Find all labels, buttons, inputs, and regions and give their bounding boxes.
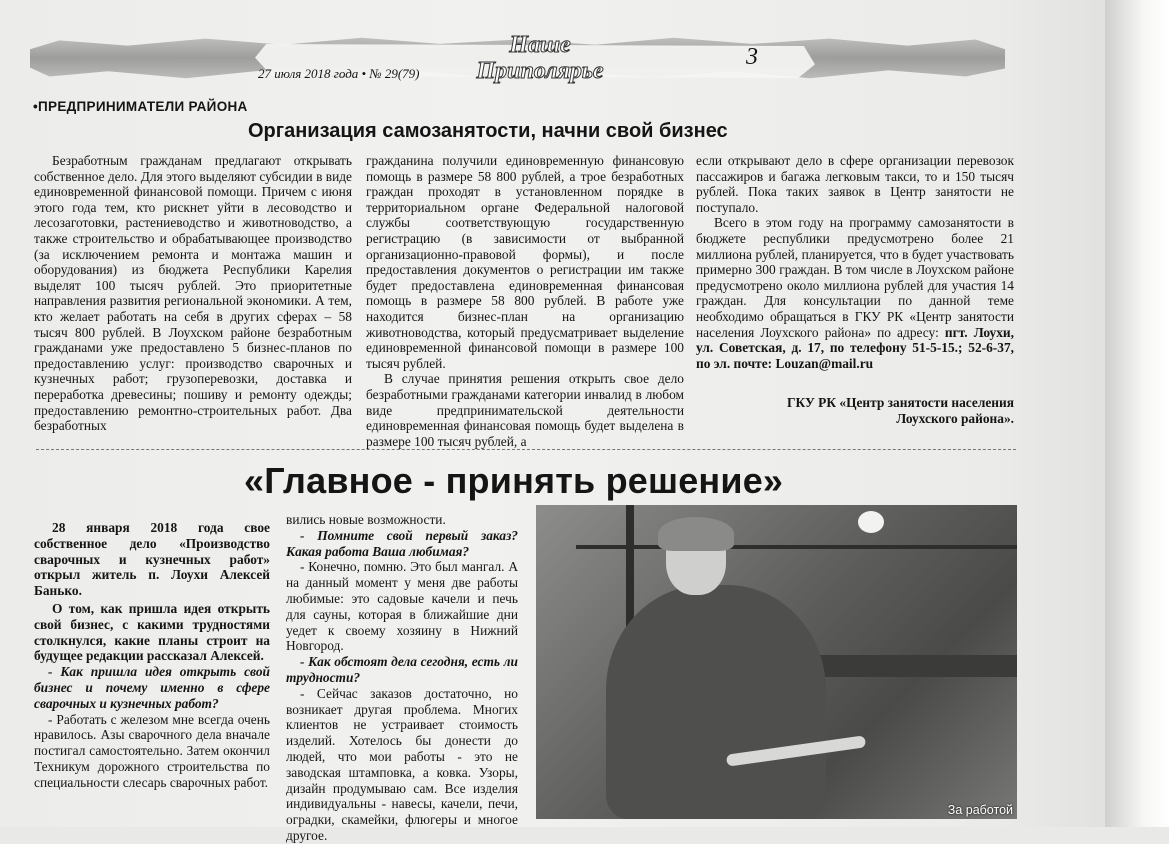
article1-column-1 — [34, 153, 352, 434]
photo-lamp — [858, 511, 884, 533]
article1-column-2 — [366, 153, 684, 449]
bleed-through-text — [850, 90, 1110, 150]
article1-col3-text: Всего в этом году на программу самозанятости в бюджете республики предусмотрено более 21 миллиона рублей, планируется, что в будет участвовать примерно 300 граждан. В том числе в Лоухском районе предусмотрено около миллиона рублей для участия 14 граждан. Для консультации по данной теме необходимо обращаться в ГКУ РК «Центр занятости населения Лоухского района» по адресу: — [696, 215, 1014, 340]
logo-line1: Наше — [509, 32, 571, 58]
section-label: •ПРЕДПРИНИМАТЕЛИ РАЙОНА — [33, 99, 248, 114]
article1-col2-paragraph-1: гражданина получили единовременную финансовую помощь в размере 58 800 рублей, а трое безработных граждан проходят в установленном порядке в территориальном органе Федеральной налоговой службы соответствующую государственную регистрацию (в зависимости от выбранной организационно-правовой формы), и после предоставления документов о регистрации им также будет предоставлена единовременная финансовая помощь в размере 58 800 рублей. В работе уже находится бизнес-план на организацию животноводства, который предусматривает выделение единовременной финансовой помощи в размере 100 тысяч рублей. — [366, 153, 684, 371]
article2-lead: 28 января 2018 года свое собственное дело «Производство сварочных и кузнечных работ» открыл житель п. Лоухи Алексей Банько. — [34, 520, 270, 599]
photo-worker-cap — [658, 517, 734, 551]
article2-question-2: - Помните свой первый заказ? Какая работа Ваша любимая? — [286, 527, 518, 559]
article1-col3-paragraph-1: если открывают дело в сфере организации перевозок пассажиров и багажа легковым такси, то и 150 тысяч рублей. Пока таких заявок в Центр занятости не поступало. — [696, 153, 1014, 215]
article1-col2-paragraph-2: В случае принятия решения открыть свое дело безработными гражданами категории инвалид в любом виде предпринимательской деятельности единовременная финансовая помощь будет выделена в размере 100 тысяч рублей, а — [366, 371, 684, 449]
article2-answer-1: - Работать с железом мне всегда очень нравилось. Азы сварочного дела вначале постигал самостоятельно. Затем окончил Техникум дорожного строительства по специальности слесарь сварочных работ. — [34, 711, 270, 790]
article1-column-3 — [696, 153, 1014, 371]
issue-date: 27 июля 2018 года • № 29(79) — [258, 66, 420, 81]
newspaper-logo — [440, 32, 640, 84]
article1-col1-paragraph: Безработным гражданам предлагают открывать собственное дело. Для этого выделяют субсидии в виде единовременной финансовой помощи. Причем с июня этого года тем, кто рискнет уйти в лесоводство и лесозаготовки, растениеводство и животноводство, а также строительство и обрабатывающее производство (за исключением ремонта и монтажа машин и оборудования) из бюджета Республики Карелия выделят 100 тысяч рублей. Это приоритетные направления развития региональной экономики. А тем, кто желает работать на себя в других сферах – 58 тысяч 800 рублей. В Лоухском районе безработным гражданами уже предоставлено 5 бизнес-планов по предоставлению услуг: производство сварочных и кузнечных работ; грузоперевозки, доставка и переработка древесины; пошиву и ремонту одежды; предоставлению ремонтно-строительных работ. Два безработных — [34, 153, 352, 434]
article2-col2-continuation: вились новые возможности. — [286, 512, 446, 527]
photo-caption: За работой — [947, 803, 1013, 817]
photo-worker-body — [606, 585, 826, 819]
article2-photo — [536, 505, 1017, 819]
article1-title: Организация самозанятости, начни свой бизнес — [248, 120, 728, 142]
article1-signature: ГКУ РК «Центр занятости населения Лоухского района». — [787, 395, 1014, 426]
article1-col3-paragraph-2 — [696, 215, 1014, 371]
article1-contact: пгт. Лоухи, ул. Советская, д. 17, по телефону 51-5-15.; 52-6-37, по эл. почте: Louzan@mail.ru — [696, 324, 1014, 371]
photo-beam — [576, 545, 1017, 549]
article2-answer-2: - Конечно, помню. Это был мангал. А на данный момент у меня две работы любимые: это садовые качели и печь для сауны, которая в ближайшие дни уедет к своему хозяину в Нижний Новгород. — [286, 559, 518, 654]
article2-column-1 — [34, 520, 270, 791]
article2-question-1: - Как пришла идея открыть свой бизнес и почему именно в сфере сварочных и кузнечных работ? — [34, 664, 270, 711]
masthead — [30, 22, 1005, 92]
page-spine — [1105, 0, 1169, 827]
photo-workbench — [806, 655, 1017, 677]
article2-title: «Главное - принять решение» — [244, 460, 784, 501]
article2-question-3: - Как обстоят дела сегодня, есть ли трудности? — [286, 654, 518, 685]
section-divider — [36, 449, 1016, 450]
article2-answer-3: - Сейчас заказов достаточно, но возникает другая проблема. Многих клиентов не устраивает стоимость изделий. Хотелось бы донести до людей, что мои работы - это не заводская штамповка, а ковка. Узоры, дизайн продумываю сам. Все изделия индивидуальны - навесы, качели, печи, оградки, скамейки, флюгеры и многое другое. — [286, 685, 518, 843]
logo-line2: Приполярье — [476, 58, 604, 84]
page-number: 3 — [746, 44, 758, 70]
article2-column-2 — [286, 512, 518, 844]
article2-intro: О том, как пришла идея открыть свой бизнес, с какими трудностями столкнулся, какие планы строит на будущее редакции рассказал Алексей. — [34, 600, 270, 664]
